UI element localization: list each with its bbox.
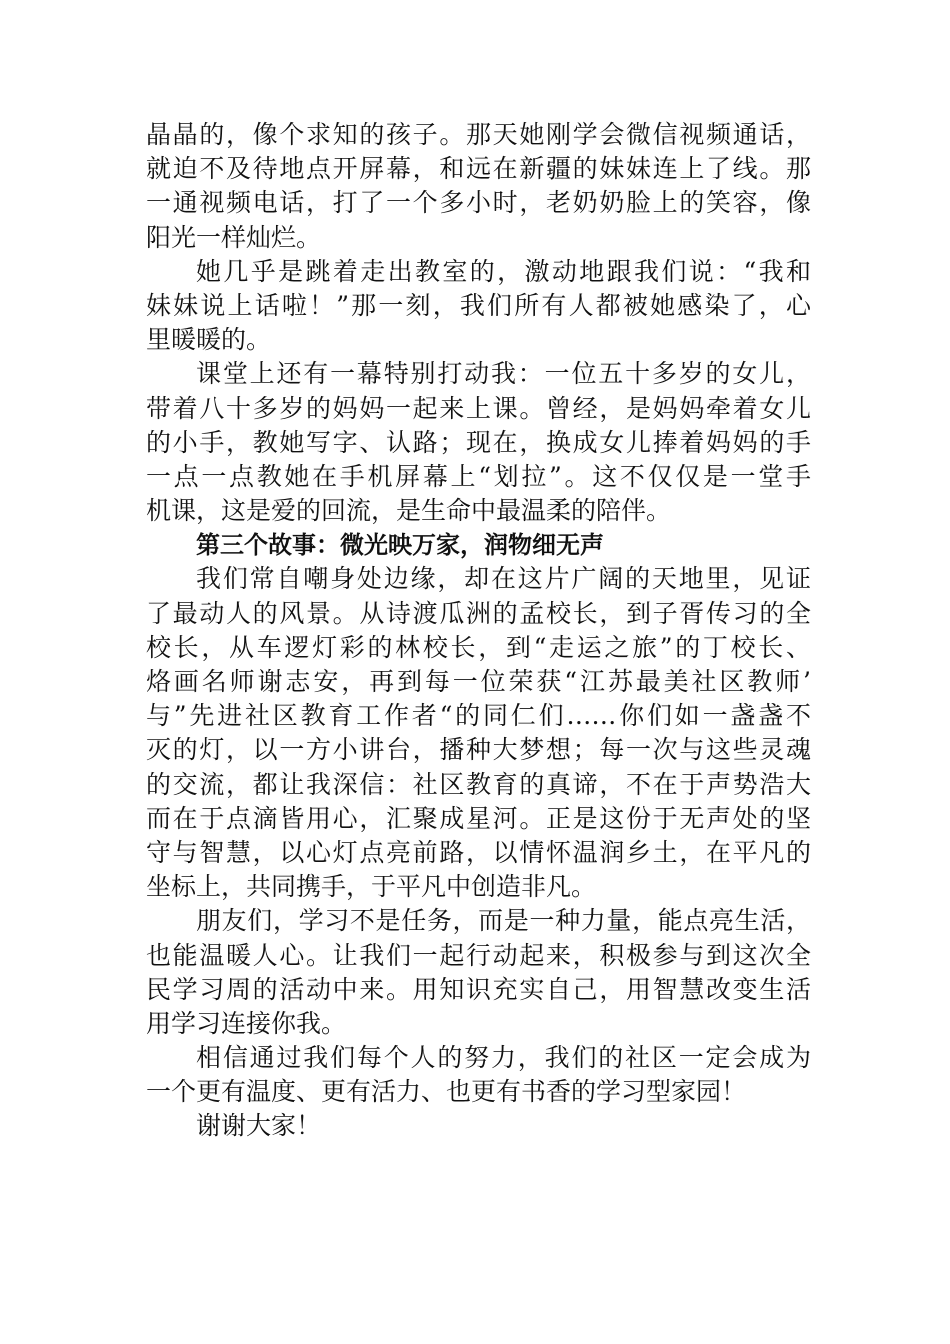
section-heading [146, 528, 811, 562]
paragraph [146, 357, 811, 528]
text-line: 的小手，教她写字、认路；现在，换成女儿捧着妈妈的手 [146, 427, 811, 457]
text-line: 机课，这是爱的回流，是生命中最温柔的陪伴。 [146, 496, 672, 526]
text-line: 晶晶的，像个求知的孩子。那天她刚学会微信视频通话， [146, 120, 811, 149]
text-line: 校长，从车逻灯彩的林校长，到“走运之旅”的丁校长、 [146, 632, 811, 662]
text-line: 一通视频电话，打了一个多小时，老奶奶脸上的笑容，像 [146, 188, 811, 218]
paragraph [146, 562, 811, 904]
text-line: 我们常自嘲身处边缘，却在这片广阔的天地里，见证 [196, 564, 811, 594]
text-line: 用学习连接你我。 [146, 1008, 347, 1038]
text-line: 民学习周的活动中来。用知识充实自己，用智慧改变生活 [146, 974, 811, 1004]
text-line: 妹妹说上话啦！”那一刻，我们所有人都被她感染了，心 [146, 290, 811, 320]
text-line: 相信通过我们每个人的努力，我们的社区一定会成为 [196, 1043, 811, 1073]
text-line: 朋友们，学习不是任务，而是一种力量，能点亮生活， [196, 906, 811, 936]
text-line: 也能温暖人心。让我们一起行动起来，积极参与到这次全 [146, 940, 811, 970]
text-line: 守与智慧，以心灯点亮前路，以情怀温润乡土，在平凡的 [146, 837, 811, 867]
paragraph [146, 1041, 811, 1109]
text-line: 灭的灯，以一方小讲台，播种大梦想；每一次与这些灵魂 [146, 735, 811, 765]
text-line: 谢谢大家！ [196, 1111, 322, 1141]
heading-line: 第三个故事：微光映万家，润物细无声 [196, 531, 604, 560]
paragraph [146, 255, 811, 358]
text-line: 的交流，都让我深信：社区教育的真谛，不在于声势浩大 [146, 769, 811, 799]
document-body [146, 118, 811, 1144]
paragraph [146, 118, 811, 255]
text-line: 坐标上，共同携手，于平凡中创造非凡。 [146, 872, 597, 902]
text-line: 了最动人的风景。从诗渡瓜洲的孟校长，到子胥传习的全 [146, 598, 811, 628]
text-line: 她几乎是跳着走出教室的，激动地跟我们说：“我和 [196, 256, 811, 286]
text-line: 与”先进社区教育工作者“的同仁们……你们如一盏盏不 [146, 701, 811, 731]
text-line: 阳光一样灿烂。 [146, 222, 322, 252]
text-line: 一个更有温度、更有活力、也更有书香的学习型家园！ [146, 1077, 747, 1107]
paragraph [146, 1109, 811, 1143]
text-line: 课堂上还有一幕特别打动我：一位五十多岁的女儿， [196, 359, 811, 389]
text-line: 烙画名师谢志安，再到每一位荣获“江苏最美社区教师’ [146, 667, 811, 696]
paragraph [146, 904, 811, 1041]
text-line: 就迫不及待地点开屏幕，和远在新疆的妹妹连上了线。那 [146, 154, 811, 184]
text-line: 里暖暖的。 [146, 325, 272, 355]
text-line: 一点一点教她在手机屏幕上“划拉”。这不仅仅是一堂手 [146, 461, 811, 491]
text-line: 而在于点滴皆用心，汇聚成星河。正是这份于无声处的坚 [146, 803, 811, 833]
text-line: 带着八十多岁的妈妈一起来上课。曾经，是妈妈牵着女儿 [146, 393, 811, 423]
